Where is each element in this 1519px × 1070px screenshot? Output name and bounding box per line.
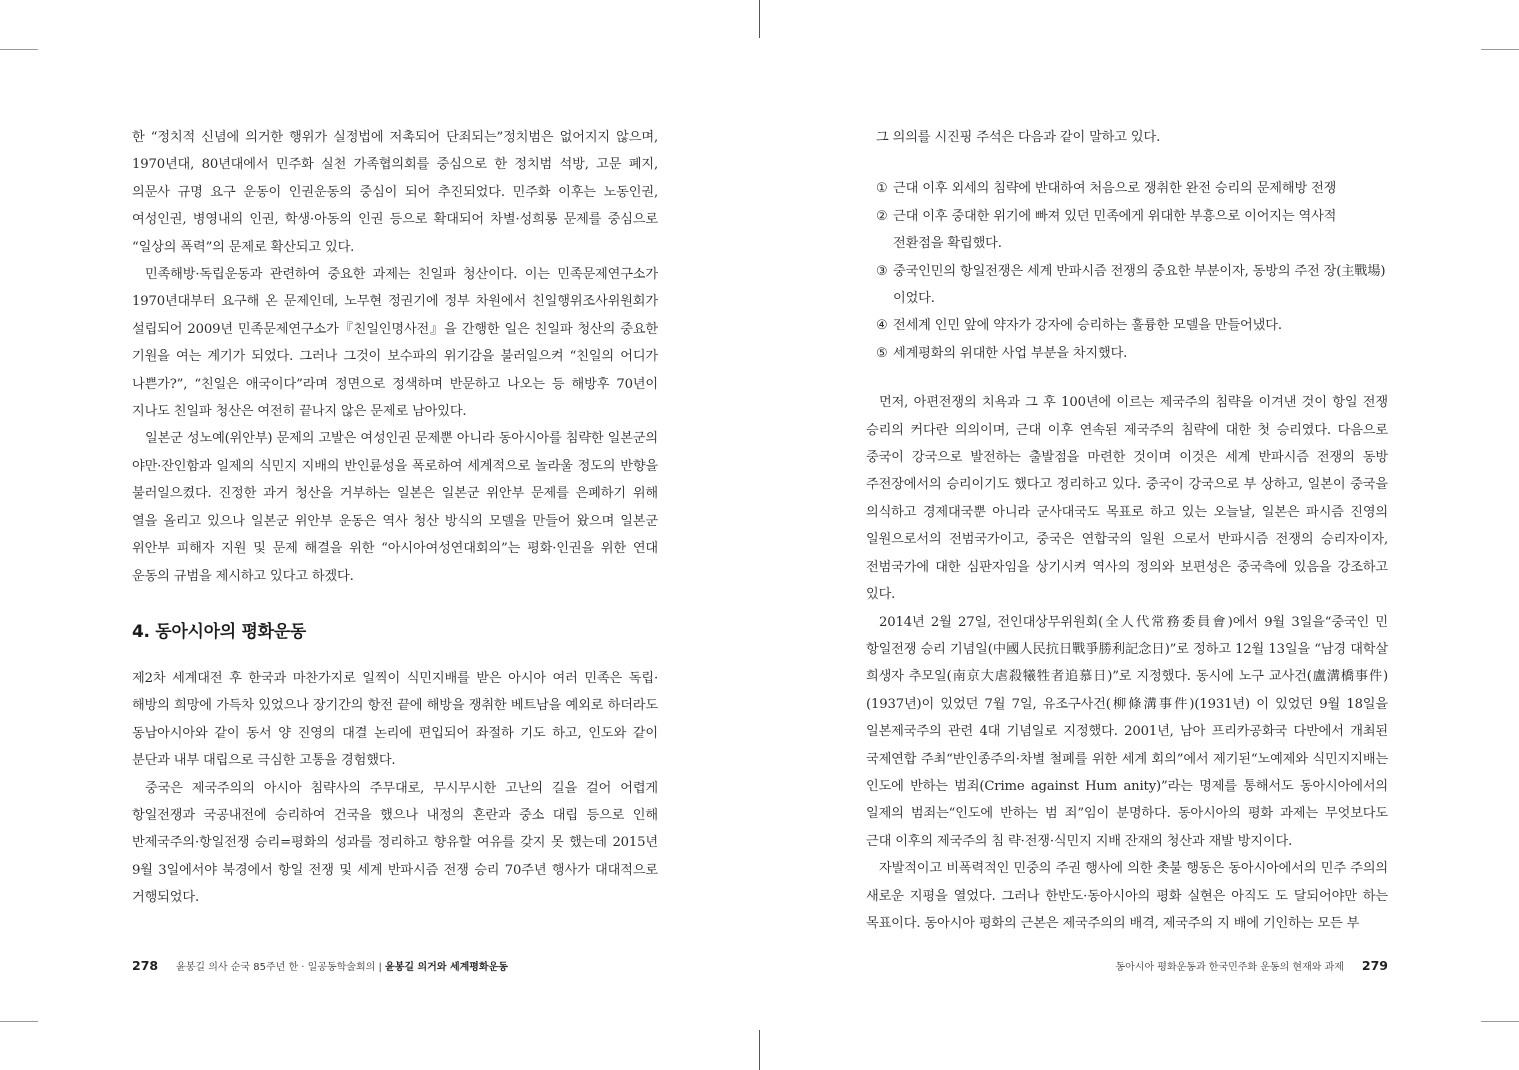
list-number: ① — [876, 181, 888, 197]
running-head: 윤봉길 의사 순국 85주년 한 · 일공동학술회의 | — [176, 962, 386, 973]
list-item — [876, 340, 1388, 367]
crop-mark — [0, 49, 38, 50]
body-paragraph: 제2차 세계대전 후 한국과 마찬가지로 일찍이 식민지배를 받은 아시아 여러 민족은 독립·해방의 희망에 가득차 있었으나 장기간의 항전 끝에 해방을 쟁취한 베트남을 예외로 하더라도 동남아시아와 같이 동서 양 진영의 대결 논리에 편입되어 좌절하 기도 하고, 인도와 같이 분단과 내부 대립으로 극심한 고통을 경험했다. — [132, 670, 658, 769]
body-paragraph: 먼저, 아편전쟁의 치욕과 그 후 100년에 이르는 제국주의 침략을 이겨낸 것이 항일 전쟁 승리의 커다란 의의이며, 근대 이후 연속된 제국주의 침략에 대한 첫 승리였다. 다음으로 중국이 강국으로 발전하는 출발점을 마련한 것이며 이것은 세계 반파시즘 전쟁의 동방 주전장에서의 승리이기도 했다고 정리하고 있다. 중국이 강국으로 부 상하고, 일본이 중국을 의식하고 경제대국뿐 아니라 군사대국도 목표로 하고 있는 오늘날, 일본은 파시즘 진영의 일원으로서의 전범국가이고, 중국은 연합국의 일원 으로서 반파시즘 전쟁의 승리자이자, 전범국가에 대한 심판자임을 상기시켜 역사의 정의와 보편성은 중국측에 있음을 강조하고 있다. — [866, 395, 1388, 603]
running-head-title: 윤봉길 의거와 세계평화운동 — [385, 962, 508, 973]
body-paragraph: 일본군 성노예(위안부) 문제의 고발은 여성인권 문제뿐 아니라 동아시아를 침략한 일본군의 야만·잔인함과 일제의 식민지 지배의 반인륜성을 폭로하여 세계적으로 놀라울 정도의 반향을 불러일으켰다. 진정한 과거 청산을 거부하는 일본은 일본군 위안부 문제를 은폐하기 위해 열을 올리고 있으나 일본군 위안부 운동은 역사 청산 방식의 모델을 만들어 왔으며 일본군 위안부 피해자 지원 및 문제 해결을 위한 “아시아여성연대회의”는 평화·인권을 위한 연대 운동의 규범을 제시하고 있다고 하겠다. — [132, 431, 658, 584]
list-number: ② — [876, 208, 888, 224]
crop-mark — [759, 1030, 760, 1070]
left-footer — [132, 958, 508, 973]
section-heading: 4. 동아시아의 평화운동 — [132, 621, 307, 642]
page-number: 279 — [1361, 958, 1388, 973]
right-footer — [1115, 958, 1388, 973]
crop-mark — [1481, 49, 1519, 50]
list-item-text: 세계평화의 위대한 사업 부분을 차지했다. — [893, 345, 1128, 361]
body-paragraph: 2014년 2월 27일, 전인대상무위원회(全人代常務委員會)에서 9월 3일을“중국인 민 항일전쟁 승리 기념일(中國人民抗日戰爭勝利記念日)”로 정하고 12월 13일을 “남경 대학살 희생자 추모일(南京大虐殺犧牲者追慕日)”로 지정했다. 동시에 노구 교사건(盧溝橋事件)(1937년)이 있었던 7월 7일, 유조구사건(柳條溝事件)(1931년) 이 있었던 9월 18일을 일본제국주의 관련 4대 기념일로 지정했다. 2001년, 남아 프리카공화국 다반에서 개최된 국제연합 주최“반인종주의·차별 철폐를 위한 세계 회의”에서 제기된“노예제와 식민지지배는 인도에 반하는 범죄(Crime against Hum anity)”라는 명제를 통해서도 동아시아에서의 일제의 범죄는“인도에 반하는 범 죄”임이 분명하다. 동아시아의 평화 과제는 무엇보다도 근대 이후의 제국주의 침 략·전쟁·식민지 지배 잔재의 청산과 재발 방지이다. — [866, 614, 1388, 849]
list-item-text: 근대 이후 중대한 위기에 빠져 있던 민족에게 위대한 부흥으로 이어지는 역사적 전환점을 확립했다. — [893, 208, 1337, 252]
page-number: 278 — [132, 958, 159, 973]
running-head: 동아시아 평화운동과 한국민주화 운동의 현재와 과제 — [1115, 962, 1344, 973]
list-item — [876, 312, 1388, 339]
list-item-text: 근대 이후 외세의 침략에 반대하여 처음으로 쟁취한 완전 승리의 문제해방 전쟁 — [893, 181, 1337, 197]
body-paragraph: 민족해방·독립운동과 관련하여 중요한 과제는 친일파 청산이다. 이는 민족문제연구소가 1970년대부터 요구해 온 문제인데, 노무현 정권기에 정부 차원에서 친일행위조사위원회가 설립되어 2009년 민족문제연구소가『친일인명사전』을 간행한 일은 친일파 청산의 중요한 기원을 여는 계기가 되었다. 그러나 그것이 보수파의 위기감을 불러일으켜 “친일의 어디가 나쁜가?”, “친일은 애국이다”라며 정면으로 정색하며 반문하고 나오는 등 해방후 70년이 지나도 친일파 청산은 여전히 끝나지 않은 문제로 남아있다. — [132, 267, 658, 420]
list-item — [876, 175, 1388, 202]
body-paragraph: 중국은 제국주의의 아시아 침략사의 주무대로, 무시무시한 고난의 길을 걸어 어렵게 항일전쟁과 국공내전에 승리하여 건국을 했으나 내정의 혼란과 중소 대립 등으로 인해 반제국주의·항일전쟁 승리=평화의 성과를 정리하고 향유할 여유를 갖지 못 했는데 2015년 9월 3일에서야 북경에서 항일 전쟁 및 세계 반파시즘 전쟁 승리 70주년 행사가 대대적으로 거행되었다. — [132, 780, 658, 906]
list-item-text: 전세계 인민 앞에 약자가 강자에 승리하는 훌륭한 모델을 만들어냈다. — [893, 318, 1282, 334]
body-paragraph: 한 “정치적 신념에 의거한 행위가 실정법에 저촉되어 단죄되는”정치범은 없어지지 않으며, 1970년대, 80년대에서 민주화 실천 가족협의회를 중심으로 한 정치범 석방, 고문 폐지, 의문사 규명 요구 운동이 인권운동의 중심이 되어 추진되었다. 민주화 이후는 노동인권, 여성인권, 병영내의 인권, 학생·아동의 인권 등으로 확대되어 차별·성희롱 문제를 중심으로 “일상의 폭력”의 문제로 확산되고 있다. — [132, 130, 658, 255]
right-page — [866, 124, 1388, 937]
list-number: ⑤ — [876, 345, 888, 361]
body-paragraph: 자발적이고 비폭력적인 민중의 주권 행사에 의한 촛불 행동은 동아시아에서의 민주 주의의 새로운 지평을 열었다. 그러나 한반도·동아시아의 평화 실현은 아직도 도 달되어야만 하는 목표이다. 동아시아 평화의 근본은 제국주의의 배격, 제국주의 지 배에 기인하는 모든 부 — [866, 861, 1388, 931]
crop-mark — [1481, 1021, 1519, 1022]
list-item — [876, 203, 1388, 258]
crop-mark — [0, 1021, 38, 1022]
crop-mark — [759, 0, 760, 38]
list-item-text: 중국인민의 항일전쟁은 세계 반파시즘 전쟁의 중요한 부분이자, 동방의 주전 장(主戰場)이었다. — [893, 263, 1386, 307]
list-number: ④ — [876, 318, 888, 334]
list-item — [876, 258, 1388, 313]
numbered-list — [876, 175, 1388, 367]
left-page — [132, 124, 658, 912]
list-number: ③ — [876, 263, 888, 279]
intro-paragraph: 그 의의를 시진핑 주석은 다음과 같이 말하고 있다. — [876, 130, 1161, 145]
